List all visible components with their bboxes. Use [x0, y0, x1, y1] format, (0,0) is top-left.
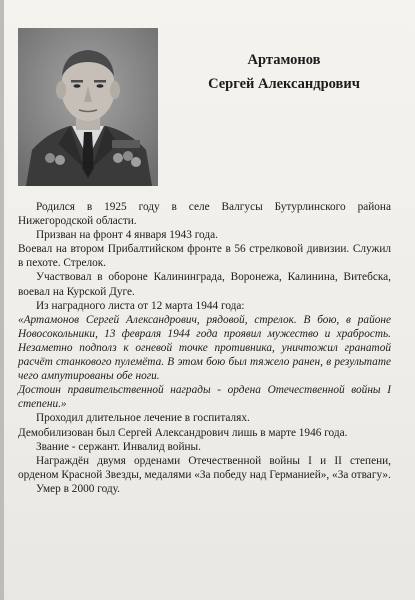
person-name-heading	[164, 48, 404, 96]
document-page	[4, 0, 415, 600]
portrait-image	[18, 28, 158, 186]
paragraph-demobilized: Демобилизован был Сергей Александрович лишь в марте 1946 года.	[18, 426, 348, 439]
paragraph-awards: Награждён двумя орденами Отечественной войны I и II степени, орденом Красной Звезды, медалями «За победу над Германией», «За отвагу».	[18, 454, 391, 481]
paragraph-award-quote: «Артамонов Сергей Александрович, рядовой, стрелок. В бою, в районе Новосокольники, 13 февраля 1944 года проявил мужество и храбрость. Незаметно подполз к огневой точке противника, уничтожил гранатой расчёт станкового пулемёта. В этом бою был тяжело ранен, в результате чего ампутированы обе ноги.	[18, 313, 391, 383]
surname: Артамонов	[247, 52, 321, 68]
paragraph-battles: Участвовал в обороне Калининграда, Воронежа, Калинина, Витебска, воевал на Курской Дуге.	[18, 271, 391, 298]
paragraph-death: Умер в 2000 году.	[36, 482, 120, 495]
paragraph-rank: Звание - сержант. Инвалид войны.	[36, 440, 201, 453]
paragraph-birth: Родился в 1925 году в селе Валгусы Бутурлинского района Нижегородской области.	[18, 201, 391, 228]
paragraph-front: Воевал на втором Прибалтийском фронте в 56 стрелковой дивизии. Служил в пехоте. Стрелок.	[18, 243, 391, 270]
paragraph-conscription: Призван на фронт 4 января 1943 года.	[36, 229, 218, 242]
paragraph-hospital: Проходил длительное лечение в госпиталях.	[36, 412, 250, 425]
paragraph-award-sheet-intro: Из наградного листа от 12 марта 1944 года:	[36, 299, 245, 312]
paragraph-award-recommendation: Достоин правительственной награды - ордена Отечественной войны I степени.»	[18, 384, 391, 411]
given-names: Сергей Александрович	[208, 76, 360, 92]
portrait-photo	[18, 28, 158, 186]
biography-text	[18, 200, 391, 496]
